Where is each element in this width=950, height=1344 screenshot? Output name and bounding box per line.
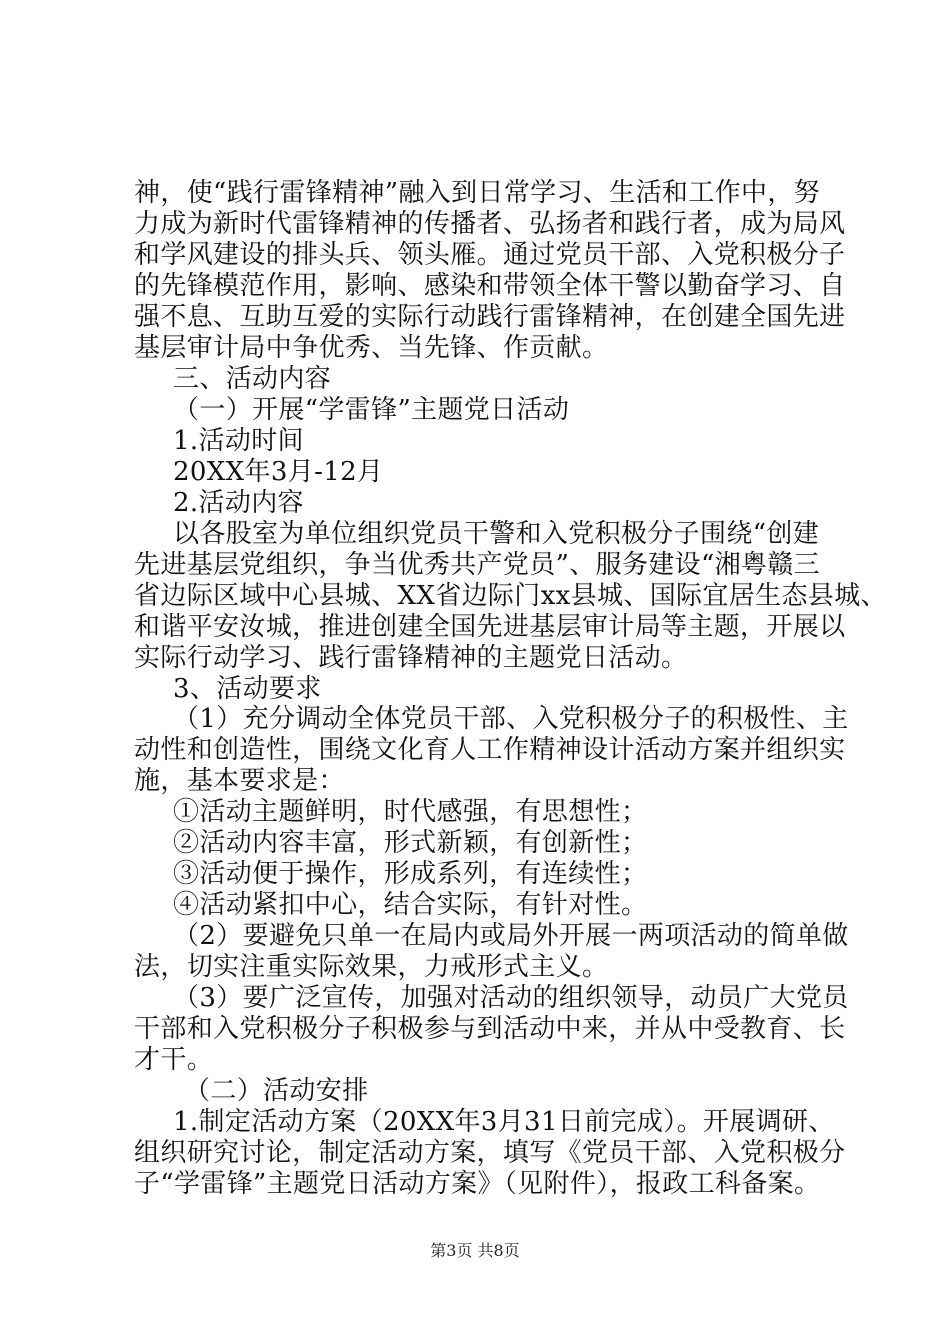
body-line: 干部和入党积极分子积极参与到活动中来，并从中受教育、长 — [134, 1014, 846, 1044]
body-line: 先进基层党组织，争当优秀共产党员”、服务建设“湘粤赣三 — [134, 550, 821, 580]
body-line: 省边际区域中心县城、XX省边际门xx县城、国际宜居生态县城、 — [134, 581, 887, 611]
subsection-heading: （二）活动安排 — [184, 1076, 369, 1106]
body-line: 才干。 — [134, 1045, 214, 1075]
list-item: ③活动便于操作，形成系列，有连续性； — [173, 859, 648, 889]
section-heading: 三、活动内容 — [173, 364, 332, 394]
body-line: （2）要避免只单一在局内或局外开展一两项活动的简单做 — [173, 921, 849, 951]
body-line: （3）要广泛宣传，加强对活动的组织领导，动员广大党员 — [173, 983, 849, 1013]
body-line: 法，切实注重实际效果，力戒形式主义。 — [134, 952, 609, 982]
subsection-heading: （一）开展“学雷锋”主题党日活动 — [173, 395, 570, 425]
list-item: ②活动内容丰富，形式新颖，有创新性； — [173, 828, 648, 858]
body-line: 和谐平安汝城，推进创建全国先进基层审计局等主题，开展以 — [134, 612, 846, 642]
body-line: 强不息、互助互爱的实际行动践行雷锋精神，在创建全国先进 — [134, 302, 846, 332]
body-line: 神，使“践行雷锋精神”融入到日常学习、生活和工作中，努 — [134, 178, 821, 208]
body-line: 20XX年3月-12月 — [173, 457, 384, 487]
body-line: （1）充分调动全体党员干部、入党积极分子的积极性、主 — [173, 704, 849, 734]
body-line: 子“学雷锋”主题党日活动方案》（见附件），报政工科备案。 — [134, 1169, 821, 1199]
body-line: 1.制定活动方案（20XX年3月31日前完成）。开展调研、 — [173, 1107, 835, 1137]
body-line: 施，基本要求是： — [134, 766, 345, 796]
item-heading: 3、活动要求 — [173, 674, 322, 704]
item-heading: 1.活动时间 — [173, 426, 304, 456]
body-line: 以各股室为单位组织党员干警和入党积极分子围绕“创建 — [173, 519, 820, 549]
body-line: 基层审计局中争优秀、当先锋、作贡献。 — [134, 333, 609, 363]
list-item: ①活动主题鲜明，时代感强，有思想性； — [173, 797, 648, 827]
body-line: 力成为新时代雷锋精神的传播者、弘扬者和践行者，成为局风 — [134, 209, 846, 239]
body-line: 和学风建设的排头兵、领头雁。通过党员干部、入党积极分子 — [134, 240, 846, 270]
body-line: 组织研究讨论，制定活动方案，填写《党员干部、入党积极分 — [134, 1138, 846, 1168]
body-line: 动性和创造性，围绕文化育人工作精神设计活动方案并组织实 — [134, 735, 846, 765]
page-footer: 第3页 共8页 — [430, 1241, 520, 1260]
list-item: ④活动紧扣中心，结合实际，有针对性。 — [173, 890, 648, 920]
body-line: 的先锋模范作用，影响、感染和带领全体干警以勤奋学习、自 — [134, 271, 846, 301]
item-heading: 2.活动内容 — [173, 488, 304, 518]
body-line: 实际行动学习、践行雷锋精神的主题党日活动。 — [134, 643, 688, 673]
